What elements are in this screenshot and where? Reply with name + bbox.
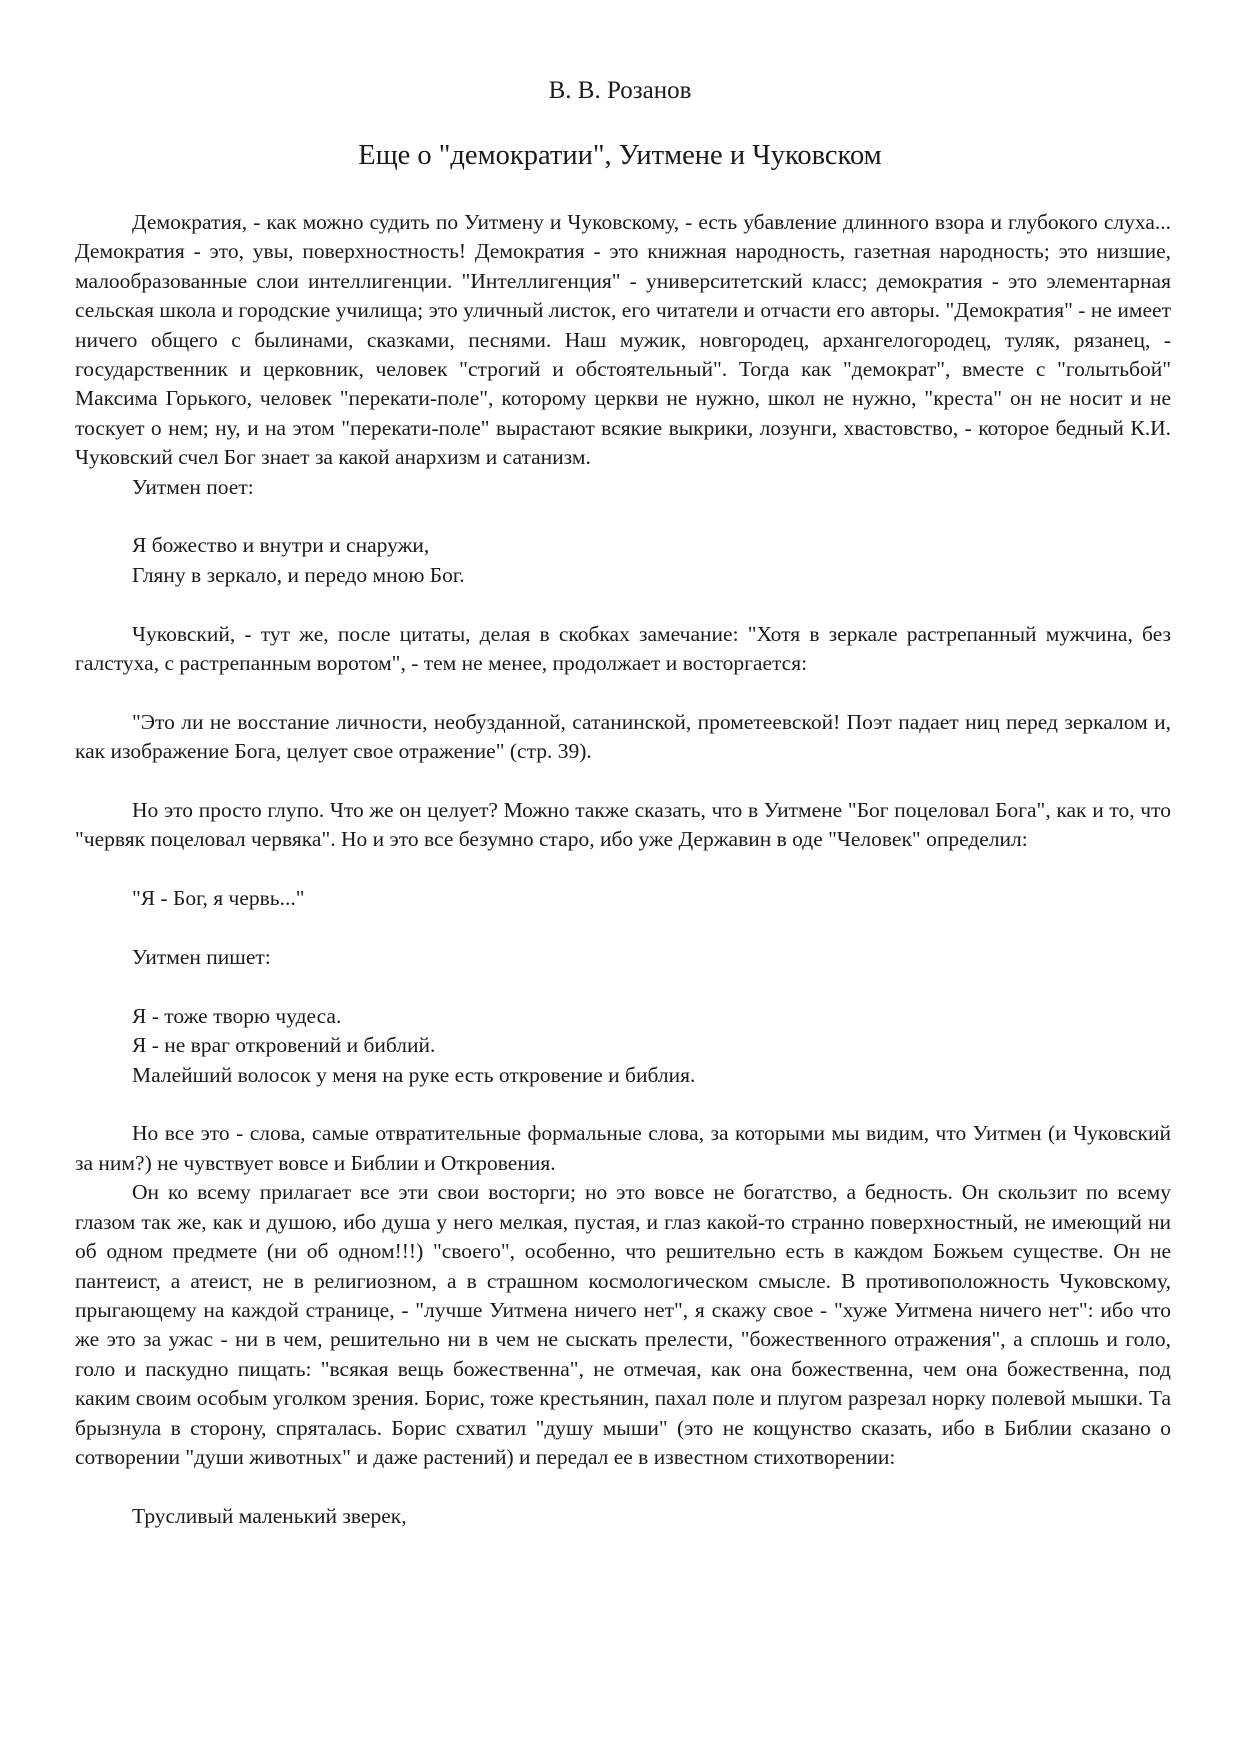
verse-line: Гляну в зеркало, и передо мною Бог. [132,562,465,587]
article-body [75,208,1171,1531]
paragraph-8: Он ко всему прилагает все эти свои восторги; но это вовсе не богатство, а бедность. Он скользит по всему глазом так же, как и душою, ибо душа у него мелкая, пустая, и глаз какой-то странно поверхностный, не имеющий ни об одном предмете (ни об одном!!!) "своего", особенно, что решительно есть в каждом Божьем существе. Он не пантеист, а атеист, не в религиозном, а в страшном космологическом смысле. В противоположность Чуковскому, прыгающему на каждой странице, - "лучше Уитмена ничего нет", я скажу свое - "хуже Уитмена ничего нет": ибо что же это за ужас - ни в чем, решительно ни в чем не сыскать прелести, "божественного отражения", а сплошь и голо, голо и паскудно пищать: "всякая вещь божественна", не отмечая, как она божественна, чем она божественна, под каким своим особым уголком зрения. Борис, тоже крестьянин, пахал поле и плугом разрезал норку полевой мышки. Та брызнула в сторону, спряталась. Борис схватил "душу мыши" (это не кощунство сказать, ибо в Библии сказано о сотворении "души животных" и даже растений) и передал ее в известном стихотворении: [75,1180,1171,1469]
paragraph-4: "Это ли не восстание личности, необузданной, сатанинской, прометеевской! Поэт падает ниц перед зеркалом и, как изображение Бога, целует свое отражение" (стр. 39). [75,709,1171,764]
paragraph-6: Уитмен пишет: [132,945,271,970]
author-name: В. В. Розанов [548,77,692,104]
verse-line: Я - тоже творю чудеса. [132,1003,342,1028]
spacer [75,767,1171,796]
paragraph-2: Уитмен поет: [132,474,254,499]
spacer [75,855,1171,884]
spacer [75,914,1171,943]
verse-line: Я - не враг откровений и библий. [132,1033,436,1058]
quote-line: "Я - Бог, я червь..." [132,886,305,911]
spacer [75,1472,1171,1501]
verse-line: Малейший волосок у меня на руке есть откровение и библия. [132,1062,696,1087]
spacer [75,502,1171,531]
verse-line: Трусливый маленький зверек, [132,1503,407,1528]
spacer [75,678,1171,707]
paragraph-7: Но все это - слова, самые отвратительные формальные слова, за которыми мы видим, что Уитмен (и Чуковский за ним?) не чувствует вовсе и Библии и Откровения. [75,1121,1171,1175]
paragraph-1: Демократия, - как можно судить по Уитмену и Чуковскому, - есть убавление длинного взора и глубокого слуха... Демократия - это, увы, поверхностность! Демократия - это книжная народность, газетная народность; это низшие, малообразованные слои интеллигенции. "Интеллигенция" - университетский класс; демократия - это элементарная сельская школа и городские училища; это уличный листок, его читатели и отчасти его авторы. "Демократия" - не имеет ничего общего с былинами, сказками, песнями. Наш мужик, новгородец, архангелогородец, туляк, рязанец, - государственник и церковник, человек "строгий и обстоятельный". Тогда как "демократ", вместе с "голытьбой" Максима Горького, человек "перекати-поле", которому церкви не нужно, школ не нужно, "креста" он не носит и не тоскует о нем; ну, и на этом "перекати-поле" вырастают всякие выкрики, лозунги, хвастовство, - которое бедный К.И. Чуковский счел Бог знает за какой анархизм и сатанизм. [75,210,1171,470]
spacer [75,1090,1171,1119]
paragraph-3: Чуковский, - тут же, после цитаты, делая в скобках замечание: "Хотя в зеркале растрепанный мужчина, без галстуха, с растрепанным воротом", - тем не менее, продолжает и восторгается: [75,621,1171,676]
article-title: Еще о "демократии", Уитмене и Чуковском [358,140,882,171]
verse-line: Я божество и внутри и снаружи, [132,533,430,558]
paragraph-5: Но это просто глупо. Что же он целует? Можно также сказать, что в Уитмене "Бог поцеловал Бога", как и то, что "червяк поцеловал червяка". Но и это все безумно старо, ибо уже Державин в оде "Человек" определил: [75,798,1171,852]
spacer [75,590,1171,619]
spacer [75,972,1171,1001]
